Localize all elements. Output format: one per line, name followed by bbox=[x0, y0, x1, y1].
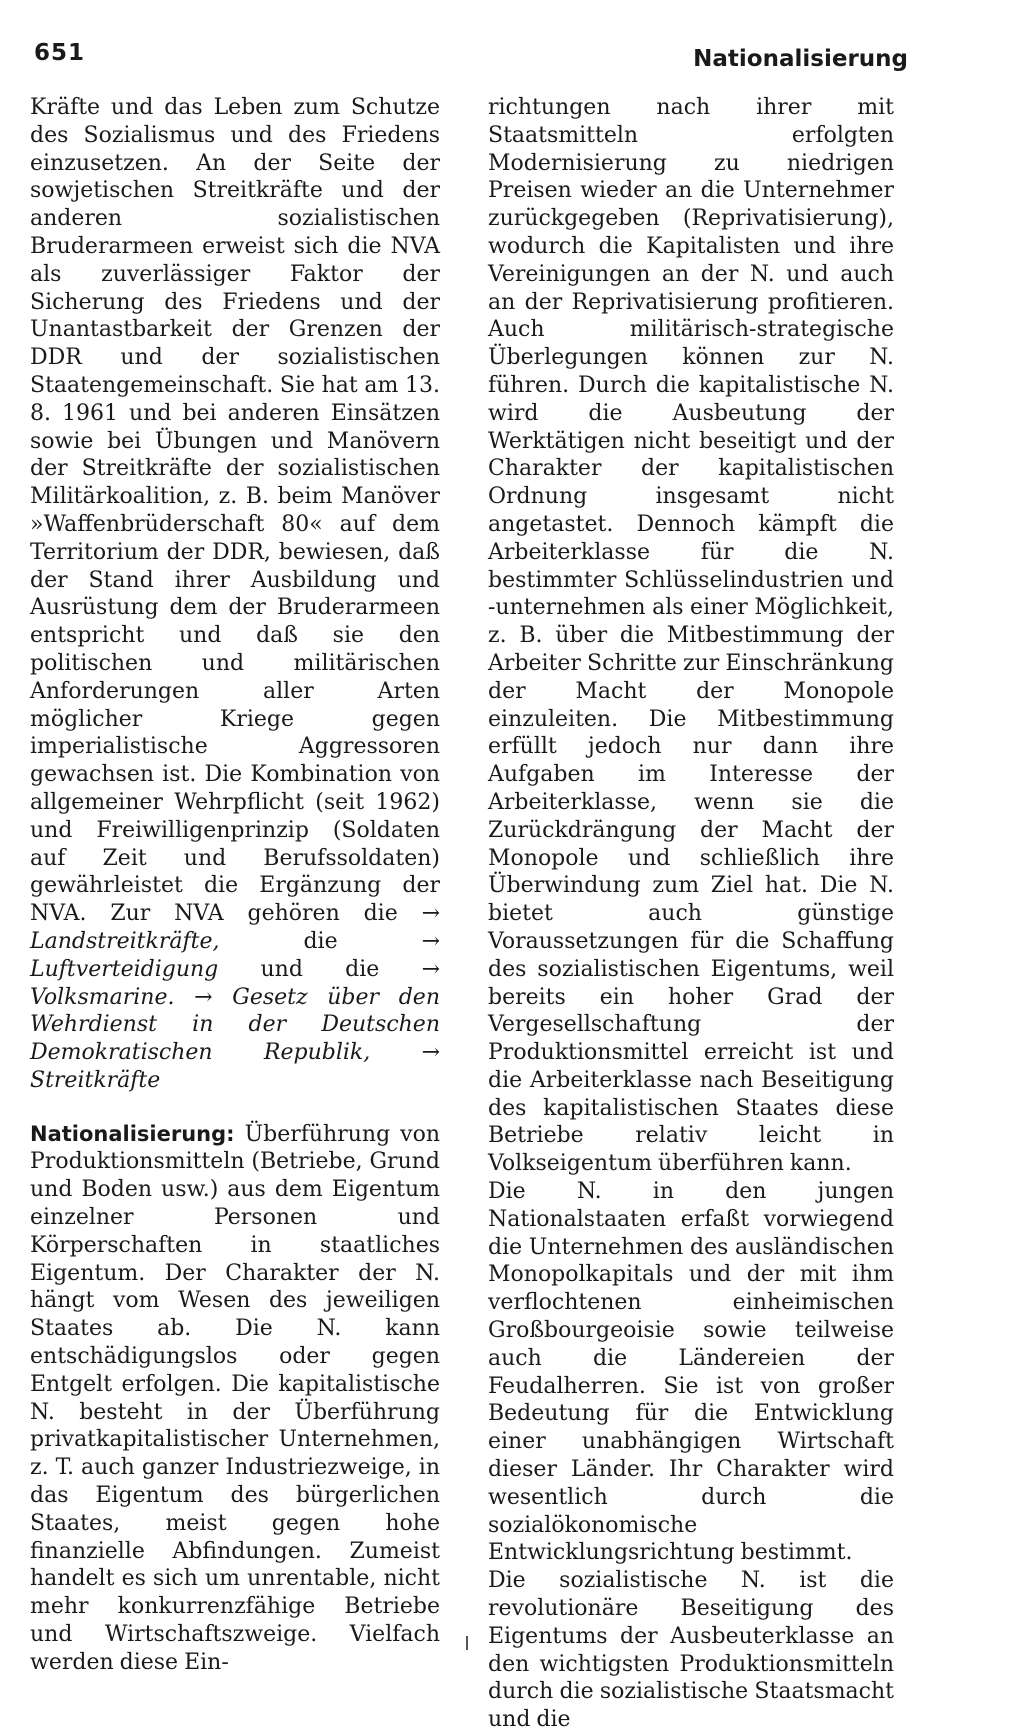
xref-streitkraefte[interactable]: Streitkräfte bbox=[30, 1067, 161, 1093]
arrow-icon: → bbox=[421, 1040, 440, 1066]
xref-luftverteidigung[interactable]: Luftverteidigung bbox=[30, 956, 219, 982]
page-number: 651 bbox=[34, 40, 86, 66]
right-paragraph-1: richtungen nach ihrer mit Staatsmitteln erfolgten Modernisierung zu niedrigen Preisen wieder an die Unternehmer zurückgegeben (Reprivatisierung), wodurch die Kapitalisten und ihre Vereinigungen an der N. und auch an der Reprivatisierung profitieren. Auch militärisch-strategische Überlegungen können zur N. führen. Durch die kapitalistische N. wird die Ausbeutung der Werktätigen nicht beseitigt und der Charakter der kapitalistischen Ordnung insgesamt nicht angetastet. Dennoch kämpft die Arbeiterklasse für die N. bestimmter Schlüsselindustrien und -unternehmen als einer Möglichkeit, z. B. über die Mitbestimmung der Arbeiter Schritte zur Einschränkung der Macht der Monopole einzuleiten. Die Mitbestimmung erfüllt jedoch nur dann ihre Aufgaben im Interesse der Arbeiterklasse, wenn sie die Zurückdrängung der Macht der Monopole und schließlich ihre Überwindung zum Ziel hat. Die N. bietet auch günstige Voraussetzungen für die Schaffung des sozialistischen Eigentums, weil bereits ein hoher Grad der Vergesellschaftung der Produktionsmittel erreicht ist und die Arbeiterklasse nach Beseitigung des kapitalistischen Staates diese Betriebe relativ leicht in Volkseigentum überführen kann. bbox=[488, 95, 894, 1177]
xref-volksmarine[interactable]: Volksmarine. bbox=[30, 984, 175, 1010]
running-head: Nationalisierung bbox=[693, 46, 908, 72]
xref-wehrdienstgesetz[interactable]: Gesetz über den Wehrdienst in der Deutschen Demokratischen Republik, bbox=[30, 984, 440, 1066]
left-column bbox=[30, 94, 440, 1677]
arrow-icon: → bbox=[194, 984, 213, 1010]
footer-mark bbox=[466, 1636, 468, 1650]
right-column bbox=[488, 94, 894, 1734]
entry-headword: Nationalisierung: bbox=[30, 1121, 235, 1146]
arrow-icon: → bbox=[421, 956, 440, 982]
xref-connector: die bbox=[303, 928, 338, 954]
right-paragraph-3: Die sozialistische N. ist die revolutionäre Beseitigung des Eigentums der Ausbeuterklasse an den wichtigsten Produktionsmitteln durch die sozialistische Staatsmacht und die bbox=[488, 1568, 894, 1733]
entry-nationalisierung bbox=[30, 1121, 440, 1677]
entry-text: Überführung von Produktionsmitteln (Betriebe, Grund und Boden usw.) aus dem Eigentum einzelner Personen und Körperschaften in staatliches Eigentum. Der Charakter der N. hängt vom Wesen des jeweiligen Staates ab. Die N. kann entschädigungslos oder gegen Entgelt erfolgen. Die kapitalistische N. besteht in der Überführung privatkapitalistischer Unternehmen, z. T. auch ganzer Industriezweige, in das Eigentum des bürgerlichen Staates, meist gegen hohe finanzielle Abfindungen. Zumeist handelt es sich um unrentable, nicht mehr konkurrenzfähige Betriebe und Wirtschaftszweige. Vielfach werden diese Ein- bbox=[30, 1121, 440, 1675]
xref-connector: und die bbox=[260, 956, 380, 982]
arrow-icon: → bbox=[421, 901, 440, 927]
right-paragraph-2: Die N. in den jungen Nationalstaaten erfaßt vorwiegend die Unternehmen des ausländischen Monopolkapitals und der mit ihm verflochtenen einheimischen Großbourgeoisie sowie teilweise auch die Ländereien der Feudalherren. Sie ist von großer Bedeutung für die Entwicklung einer unabhängigen Wirtschaft dieser Länder. Ihr Charakter wird wesentlich durch die sozialökonomische Entwicklungsrichtung bestimmt. bbox=[488, 1179, 894, 1566]
nva-text: Kräfte und das Leben zum Schutze des Sozialismus und des Friedens einzusetzen. An der Seite der sowjetischen Streitkräfte und der anderen sozialistischen Bruderarmeen erweist sich die NVA als zuverlässiger Faktor der Sicherung des Friedens und der Unantastbarkeit der Grenzen der DDR und der sozialistischen Staatengemeinschaft. Sie hat am 13. 8. 1961 und bei anderen Einsätzen sowie bei Übungen und Manövern der Streitkräfte der sozialistischen Militärkoalition, z. B. beim Manöver »Waffenbrüderschaft 80« auf dem Territorium der DDR, bewiesen, daß der Stand ihrer Ausbildung und Ausrüstung dem der Bruderarmeen entspricht und daß sie den politischen und militärischen Anforderungen aller Arten möglicher Kriege gegen imperialistische Aggressoren gewachsen ist. Die Kombination von allgemeiner Wehrpflicht (seit 1962) und Freiwilligenprinzip (Soldaten auf Zeit und Berufssoldaten) gewährleistet die Ergänzung der NVA. Zur NVA gehören die bbox=[30, 95, 440, 927]
xref-landstreitkraefte[interactable]: Landstreitkräfte, bbox=[30, 928, 220, 954]
arrow-icon: → bbox=[421, 928, 440, 954]
left-paragraph-continued bbox=[30, 94, 440, 1095]
